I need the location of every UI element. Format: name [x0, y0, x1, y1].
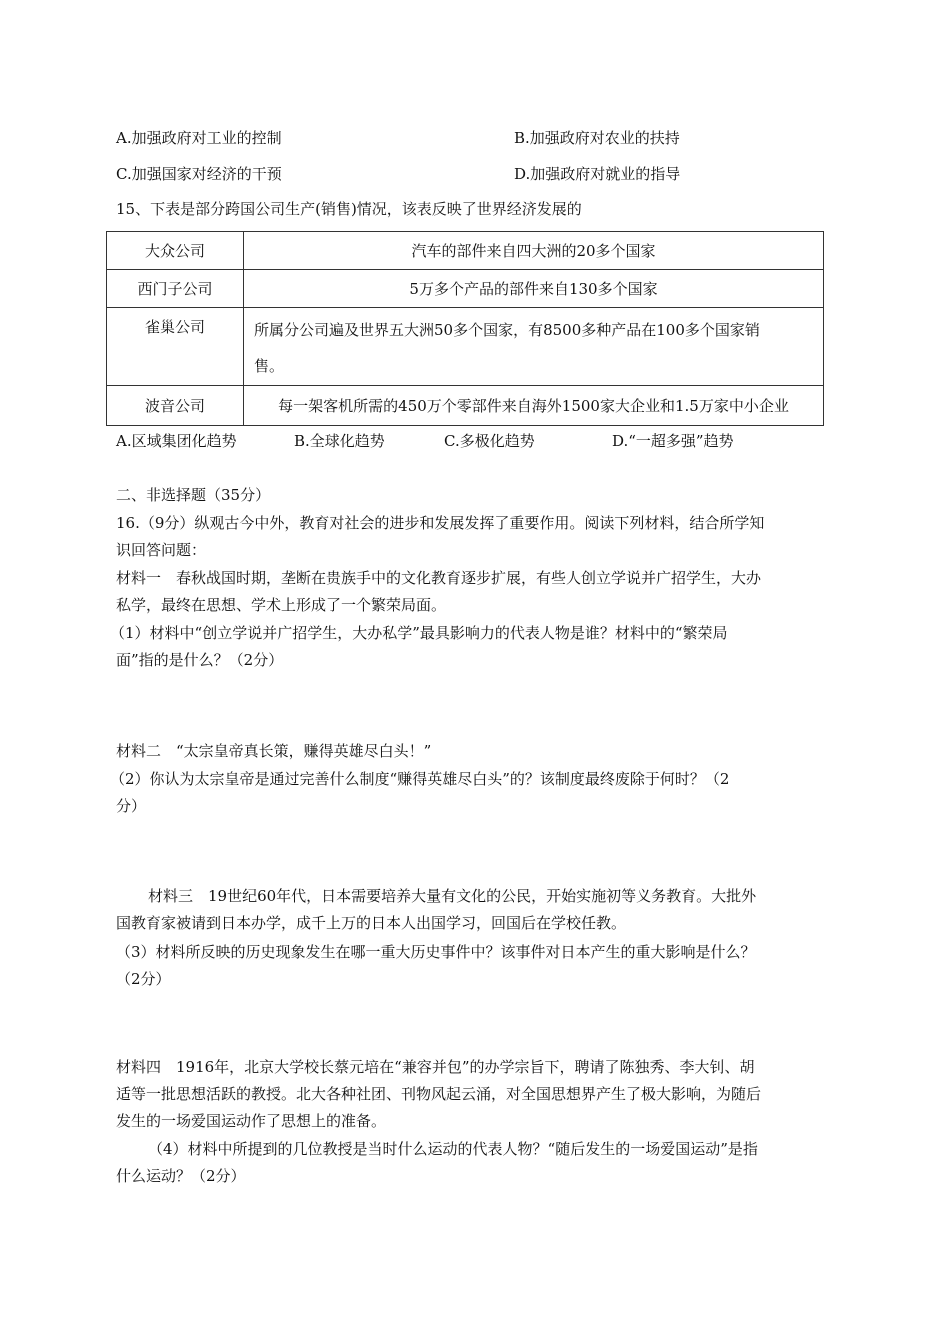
material-3-line: 材料三 19世纪60年代，日本需要培养大量有文化的公民，开始实施初等义务教育。大批外 [148, 887, 757, 905]
company-name: 雀巢公司 [107, 308, 244, 386]
company-table [106, 231, 824, 426]
company-name: 西门子公司 [107, 270, 244, 308]
question-1-line: 面”指的是什么？（2分） [116, 651, 284, 669]
q14-option-a: A.加强政府对工业的控制 [116, 129, 282, 147]
material-1-line: 私学，最终在思想、学术上形成了一个繁荣局面。 [116, 596, 447, 614]
table-row [107, 232, 824, 270]
material-3-line: 国教育家被请到日本办学，成千上万的日本人出国学习，回国后在学校任教。 [116, 914, 627, 932]
question-3-line: （2分） [116, 970, 171, 988]
material-1-line: 材料一 春秋战国时期，垄断在贵族手中的文化教育逐步扩展，有些人创立学说并广招学生，大办 [116, 569, 762, 587]
question-4-line: 什么运动？（2分） [116, 1167, 246, 1185]
q14-option-c: C.加强国家对经济的干预 [116, 165, 282, 183]
question-2-line: 分） [116, 797, 147, 815]
question-3-line: （3）材料所反映的历史现象发生在哪一重大历史事件中？该事件对日本产生的重大影响是什么？ [116, 943, 756, 961]
company-detail: 每一架客机所需的450万个零部件来自海外1500家大企业和1.5万家中小企业 [244, 386, 824, 426]
q15-option-c: C.多极化趋势 [444, 432, 535, 450]
company-name: 波音公司 [107, 386, 244, 426]
company-detail [244, 308, 824, 386]
q14-option-d: D.加强政府对就业的指导 [514, 165, 681, 183]
material-4-line: 适等一批思想活跃的教授。北大各种社团、刊物风起云涌，对全国思想界产生了极大影响，为随后 [116, 1085, 762, 1103]
company-name: 大众公司 [107, 232, 244, 270]
q14-option-b: B.加强政府对农业的扶持 [514, 129, 680, 147]
section-heading: 二、非选择题（35分） [116, 486, 271, 504]
material-4-line: 发生的一场爱国运动作了思想上的准备。 [116, 1112, 387, 1130]
company-detail: 汽车的部件来自四大洲的20多个国家 [244, 232, 824, 270]
q15-option-a: A.区域集团化趋势 [116, 432, 237, 450]
table-row [107, 308, 824, 386]
q15-stem: 15、下表是部分跨国公司生产(销售)情况，该表反映了世界经济发展的 [116, 200, 582, 218]
q16-intro-line: 识回答问题： [116, 541, 207, 559]
table-row [107, 270, 824, 308]
question-4-line: （4）材料中所提到的几位教授是当时什么运动的代表人物？“随后发生的一场爱国运动”是指 [148, 1140, 758, 1158]
question-2-line: （2）你认为太宗皇帝是通过完善什么制度“赚得英雄尽白头”的？该制度最终废除于何时？（2 [110, 770, 730, 788]
q15-option-b: B.全球化趋势 [294, 432, 385, 450]
material-4-line: 材料四 1916年，北京大学校长蔡元培在“兼容并包”的办学宗旨下，聘请了陈独秀、李大钊、胡 [116, 1058, 755, 1076]
company-detail: 5万多个产品的部件来自130多个国家 [244, 270, 824, 308]
q16-intro-line: 16.（9分）纵观古今中外，教育对社会的进步和发展发挥了重要作用。阅读下列材料，结合所学知 [116, 514, 765, 532]
company-detail-line: 售。 [254, 356, 285, 375]
company-detail-line: 所属分公司遍及世界五大洲50多个国家，有8500多种产品在100多个国家销 [254, 320, 760, 339]
q15-option-d: D.“一超多强”趋势 [612, 432, 734, 450]
table-row [107, 386, 824, 426]
question-1-line: （1）材料中“创立学说并广招学生，大办私学”最具影响力的代表人物是谁？材料中的“繁荣局 [110, 624, 728, 642]
material-2: 材料二 “太宗皇帝真长策，赚得英雄尽白头！” [116, 742, 432, 760]
